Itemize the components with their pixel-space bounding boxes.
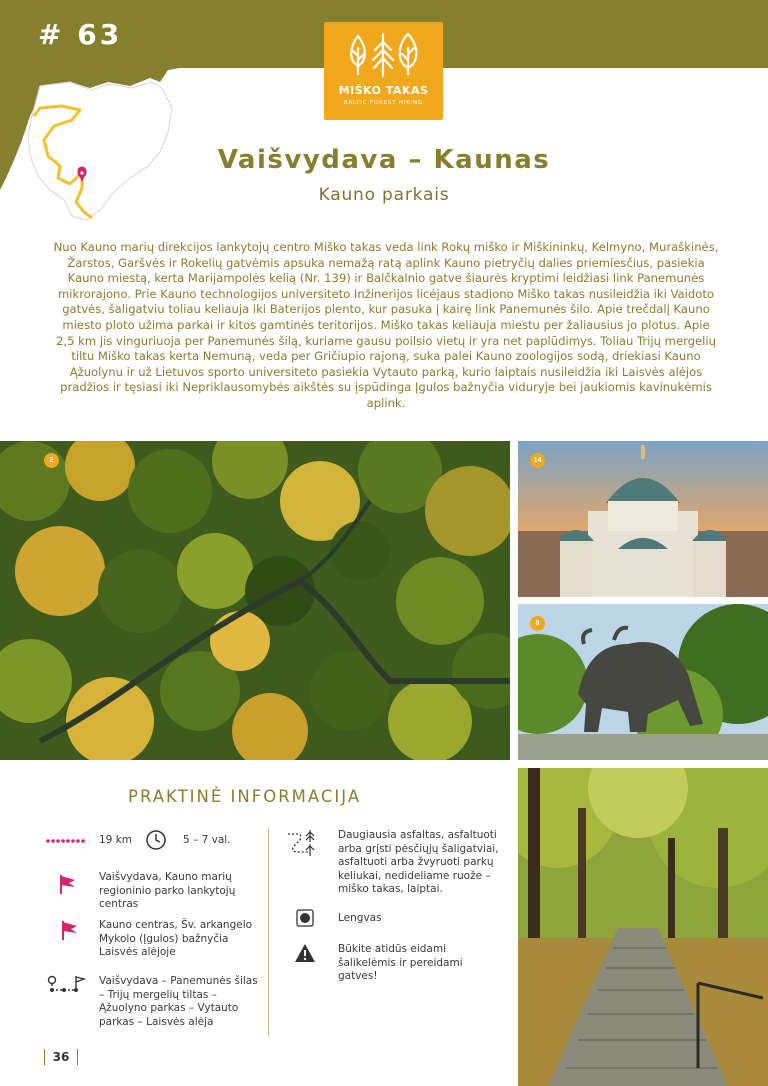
stage-number: # 63 xyxy=(38,18,123,51)
duration-value: 5 – 7 val. xyxy=(183,834,231,846)
logo-title: MIŠKO TAKAS xyxy=(338,84,429,97)
clock-icon xyxy=(145,829,167,851)
difficulty-value: Lengvas xyxy=(338,912,382,924)
logo-subtitle: BALTIC FOREST HIKING xyxy=(343,100,424,106)
route-title: Vaišvydava – Kaunas xyxy=(217,145,551,175)
photo-number-badge: 8 xyxy=(530,616,545,631)
surface-path-icon xyxy=(286,828,318,858)
bison-statue-photo xyxy=(518,604,768,760)
difficulty-icon xyxy=(296,909,314,927)
misko-takas-logo xyxy=(324,22,443,120)
route-highlights: Vaišvydava – Panemunės šilas – Trijų mergelių tiltas – Ąžuolyno parkas – Vytauto parkas – Laisvės alėja xyxy=(99,975,258,1028)
warning-text: Būkite atidūs eidami šalikelėmis ir pereidami gatves! xyxy=(338,943,463,982)
finish-point: Kauno centras, Šv. arkangelo Mykolo (Įgulos) bažnyčia Laisvės alėjoje xyxy=(99,919,253,958)
photo-number-badge: 14 xyxy=(530,453,545,468)
start-point: Vaišvydava, Kauno marių regioninio parko lankytojų centras xyxy=(99,871,236,910)
practical-info-heading: PRAKTINĖ INFORMACIJA xyxy=(128,787,362,806)
warning-icon xyxy=(294,943,316,963)
aerial-forest-photo xyxy=(0,441,510,760)
route-description: Nuo Kauno marių direkcijos lankytojų centro Miško takas veda link Rokų miško ir Miškininkų, Kelmyno, Muraškinės, Žarstos, Garšvės ir Rokelių gatvėmis apsuka nemažą ratą aplink Kauno pietryčių dalies priemiesčius, pasiekia Kauno miestą, kerta Marijampolės kelią (Nr. 139) ir Balčkalnio gatve šiaurės kryptimi leidžiasi link Panemunės mikrorajono. Prie Kauno technologijos universiteto Inžinerijos licėjaus stadiono Miško takas nusileidžia iki Vaidoto gatvės, šaligatviu toliau keliauja iki Baterijos plento, kur pasuka į kairę link Panemunės šilo. Apie trečdalį Kauno miesto ploto užima parkai ir kitos gamtinės teritorijos. Miško takas keliauja miestu per žaliausius jo plotus. Apie 2,5 km jis vinguriuoja per Panemunės šilą, kuriame gausu poilsio vietų ir yra net paplūdimys. Toliau Trijų mergelių tiltu Miško takas kerta Nemuną, veda per Gričiupio rajoną, suka palei Kauno zoologijos sodą, driekiasi Kauno Ąžuolynu ir už Lietuvos sporto universiteto pasiekia Vytauto parką, kurio laiptais nusileidžia iki Laisvės alėjos pradžios ir tęsiasi iki Nepriklausomybės aikštės su įspūdinga Įgulos bažnyčia viduryje bei jaukiomis kavinukėmis aplink. xyxy=(53,240,719,410)
park-stairs-photo xyxy=(518,768,768,1086)
route-points-icon xyxy=(46,974,86,998)
trees-logo-icon xyxy=(342,30,425,80)
start-flag-icon xyxy=(58,873,78,895)
church-photo xyxy=(518,441,768,597)
surface-description: Daugiausia asfaltas, asfaltuoti arba grįsti pėsčiųjų šaligatviai, asfaltuoti arba žvyruoti parkų keliukai, nedideliame ruože – miško takas, laiptai. xyxy=(338,829,499,895)
distance-value: 19 km xyxy=(99,834,133,846)
page-number: 36 xyxy=(44,1046,78,1068)
finish-flag-icon xyxy=(60,919,80,941)
column-divider xyxy=(268,828,269,1036)
photo-number-badge: 2 xyxy=(44,453,59,468)
route-subtitle: Kauno parkais xyxy=(318,185,450,205)
distance-dots-icon xyxy=(46,838,86,844)
